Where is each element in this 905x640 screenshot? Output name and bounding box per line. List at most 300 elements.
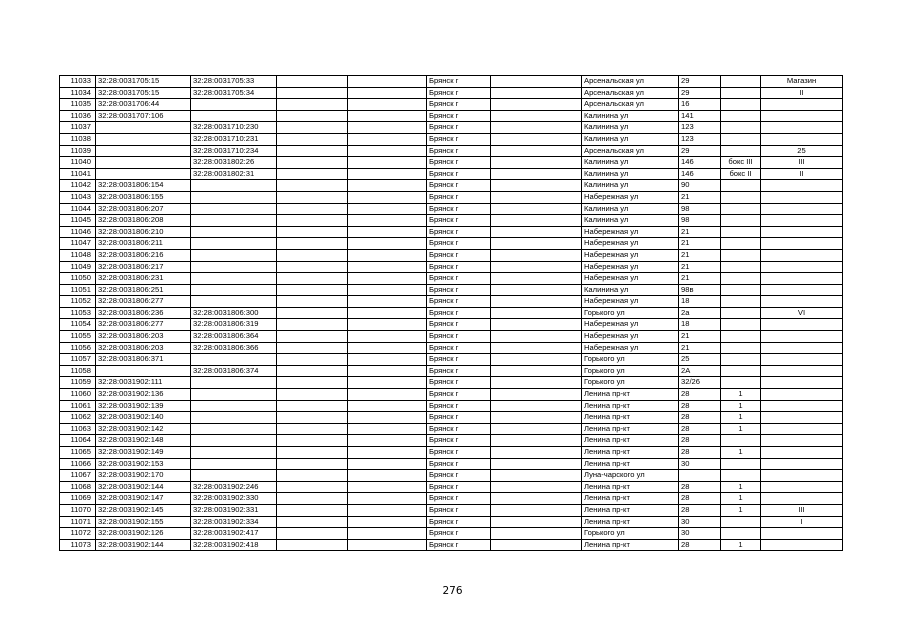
empty-col-7-cell [491,122,582,134]
empty-col-4-cell [277,423,348,435]
row-number-cell: 11053 [60,307,96,319]
empty-col-7-cell [491,470,582,482]
empty-col-4-cell [277,504,348,516]
building-part-cell [721,249,761,261]
premise-designation-cell [761,99,843,111]
city-cell: Брянск г [427,377,491,389]
building-part-cell [721,191,761,203]
premise-designation-cell [761,238,843,250]
empty-col-7-cell [491,99,582,111]
cadastral-number-cell: 32:28:0031806:231 [96,273,191,285]
empty-col-5-cell [348,400,427,412]
house-number-cell: 28 [679,435,721,447]
empty-col-7-cell [491,133,582,145]
row-number-cell: 11058 [60,365,96,377]
premise-designation-cell [761,319,843,331]
table-row [60,191,843,203]
empty-col-4-cell [277,470,348,482]
building-part-cell [721,110,761,122]
premise-designation-cell [761,110,843,122]
premise-designation-cell: I [761,516,843,528]
building-part-cell [721,458,761,470]
house-number-cell: 28 [679,447,721,459]
city-cell: Брянск г [427,76,491,88]
building-part-cell [721,307,761,319]
parent-cadastral-number-cell: 32:28:0031902:418 [191,539,277,551]
city-cell: Брянск г [427,493,491,505]
building-part-cell [721,145,761,157]
premise-designation-cell [761,273,843,285]
parent-cadastral-number-cell [191,99,277,111]
empty-col-5-cell [348,203,427,215]
city-cell: Брянск г [427,168,491,180]
row-number-cell: 11069 [60,493,96,505]
table-row [60,400,843,412]
premise-designation-cell: III [761,157,843,169]
building-part-cell: 1 [721,504,761,516]
city-cell: Брянск г [427,226,491,238]
premise-designation-cell [761,493,843,505]
table-row [60,319,843,331]
row-number-cell: 11048 [60,249,96,261]
cadastral-number-cell: 32:28:0031806:203 [96,342,191,354]
house-number-cell: 146 [679,157,721,169]
cadastral-number-cell [96,168,191,180]
street-cell: Ленина пр-кт [582,423,679,435]
street-cell: Ленина пр-кт [582,493,679,505]
street-cell: Ленина пр-кт [582,447,679,459]
empty-col-7-cell [491,168,582,180]
table-row [60,331,843,343]
empty-col-5-cell [348,435,427,447]
house-number-cell: 21 [679,273,721,285]
empty-col-4-cell [277,180,348,192]
row-number-cell: 11056 [60,342,96,354]
table-row [60,470,843,482]
house-number-cell: 28 [679,504,721,516]
empty-col-4-cell [277,215,348,227]
row-number-cell: 11035 [60,99,96,111]
empty-col-5-cell [348,110,427,122]
row-number-cell: 11064 [60,435,96,447]
city-cell: Брянск г [427,284,491,296]
cadastral-number-cell [96,365,191,377]
empty-col-4-cell [277,110,348,122]
house-number-cell [679,470,721,482]
city-cell: Брянск г [427,249,491,261]
parent-cadastral-number-cell: 32:28:0031806:319 [191,319,277,331]
empty-col-4-cell [277,342,348,354]
city-cell: Брянск г [427,180,491,192]
parent-cadastral-number-cell [191,110,277,122]
table-row [60,412,843,424]
empty-col-5-cell [348,284,427,296]
street-cell: Арсенальская ул [582,145,679,157]
table-row [60,342,843,354]
empty-col-4-cell [277,389,348,401]
row-number-cell: 11036 [60,110,96,122]
row-number-cell: 11038 [60,133,96,145]
parent-cadastral-number-cell: 32:28:0031806:300 [191,307,277,319]
empty-col-4-cell [277,87,348,99]
row-number-cell: 11052 [60,296,96,308]
table-row [60,226,843,238]
empty-col-4-cell [277,203,348,215]
parent-cadastral-number-cell: 32:28:0031902:334 [191,516,277,528]
cadastral-number-cell: 32:28:0031902:153 [96,458,191,470]
table-row [60,307,843,319]
house-number-cell: 21 [679,331,721,343]
table-row [60,215,843,227]
row-number-cell: 11067 [60,470,96,482]
empty-col-5-cell [348,307,427,319]
cadastral-number-cell: 32:28:0031902:155 [96,516,191,528]
cadastral-number-cell [96,122,191,134]
building-part-cell [721,516,761,528]
property-registry-table [59,75,843,551]
city-cell: Брянск г [427,215,491,227]
empty-col-4-cell [277,168,348,180]
parent-cadastral-number-cell [191,458,277,470]
premise-designation-cell [761,261,843,273]
empty-col-4-cell [277,447,348,459]
house-number-cell: 25 [679,354,721,366]
premise-designation-cell [761,365,843,377]
street-cell: Горького ул [582,377,679,389]
empty-col-5-cell [348,168,427,180]
cadastral-number-cell: 32:28:0031806:251 [96,284,191,296]
empty-col-4-cell [277,354,348,366]
cadastral-number-cell: 32:28:0031707:106 [96,110,191,122]
house-number-cell: 21 [679,226,721,238]
city-cell: Брянск г [427,365,491,377]
table-row [60,389,843,401]
parent-cadastral-number-cell [191,226,277,238]
empty-col-7-cell [491,203,582,215]
empty-col-5-cell [348,191,427,203]
parent-cadastral-number-cell [191,273,277,285]
cadastral-number-cell: 32:28:0031902:148 [96,435,191,447]
premise-designation-cell: Магазин [761,76,843,88]
house-number-cell: 28 [679,481,721,493]
row-number-cell: 11063 [60,423,96,435]
empty-col-4-cell [277,516,348,528]
city-cell: Брянск г [427,203,491,215]
cadastral-number-cell [96,145,191,157]
street-cell: Ленина пр-кт [582,539,679,551]
table-row [60,423,843,435]
row-number-cell: 11050 [60,273,96,285]
premise-designation-cell [761,447,843,459]
premise-designation-cell: II [761,87,843,99]
table-row [60,493,843,505]
premise-designation-cell [761,203,843,215]
table-row [60,261,843,273]
house-number-cell: 28 [679,423,721,435]
parent-cadastral-number-cell: 32:28:0031806:374 [191,365,277,377]
empty-col-7-cell [491,458,582,470]
table-row [60,365,843,377]
city-cell: Брянск г [427,435,491,447]
empty-col-5-cell [348,412,427,424]
city-cell: Брянск г [427,273,491,285]
empty-col-4-cell [277,238,348,250]
cadastral-number-cell: 32:28:0031902:170 [96,470,191,482]
house-number-cell: 30 [679,458,721,470]
building-part-cell: 1 [721,400,761,412]
city-cell: Брянск г [427,331,491,343]
cadastral-number-cell: 32:28:0031806:208 [96,215,191,227]
street-cell: Калинина ул [582,203,679,215]
cadastral-number-cell: 32:28:0031902:144 [96,481,191,493]
table-row [60,76,843,88]
street-cell: Калинина ул [582,180,679,192]
cadastral-number-cell: 32:28:0031902:111 [96,377,191,389]
building-part-cell [721,342,761,354]
empty-col-5-cell [348,76,427,88]
cadastral-number-cell: 32:28:0031806:277 [96,296,191,308]
table-row [60,458,843,470]
house-number-cell: 2А [679,365,721,377]
empty-col-4-cell [277,249,348,261]
building-part-cell [721,180,761,192]
row-number-cell: 11071 [60,516,96,528]
empty-col-7-cell [491,319,582,331]
empty-col-4-cell [277,458,348,470]
table-row [60,273,843,285]
premise-designation-cell [761,400,843,412]
premise-designation-cell [761,226,843,238]
row-number-cell: 11037 [60,122,96,134]
empty-col-5-cell [348,157,427,169]
empty-col-7-cell [491,76,582,88]
city-cell: Брянск г [427,157,491,169]
street-cell: Набережная ул [582,191,679,203]
empty-col-7-cell [491,377,582,389]
house-number-cell: 98 [679,215,721,227]
cadastral-number-cell: 32:28:0031902:139 [96,400,191,412]
table-body [60,76,843,551]
empty-col-4-cell [277,273,348,285]
empty-col-5-cell [348,493,427,505]
street-cell: Арсенальская ул [582,76,679,88]
row-number-cell: 11055 [60,331,96,343]
premise-designation-cell [761,180,843,192]
premise-designation-cell [761,284,843,296]
premise-designation-cell: III [761,504,843,516]
row-number-cell: 11060 [60,389,96,401]
building-part-cell: 1 [721,423,761,435]
empty-col-7-cell [491,481,582,493]
street-cell: Горького ул [582,365,679,377]
table-row [60,516,843,528]
table-row [60,157,843,169]
row-number-cell: 11041 [60,168,96,180]
parent-cadastral-number-cell [191,389,277,401]
parent-cadastral-number-cell [191,191,277,203]
building-part-cell [721,226,761,238]
empty-col-5-cell [348,377,427,389]
building-part-cell [721,261,761,273]
empty-col-7-cell [491,331,582,343]
parent-cadastral-number-cell: 32:28:0031902:331 [191,504,277,516]
parent-cadastral-number-cell: 32:28:0031705:34 [191,87,277,99]
row-number-cell: 11061 [60,400,96,412]
empty-col-5-cell [348,87,427,99]
parent-cadastral-number-cell: 32:28:0031806:364 [191,331,277,343]
parent-cadastral-number-cell [191,203,277,215]
premise-designation-cell [761,133,843,145]
house-number-cell: 21 [679,261,721,273]
empty-col-5-cell [348,133,427,145]
building-part-cell [721,365,761,377]
empty-col-7-cell [491,296,582,308]
city-cell: Брянск г [427,412,491,424]
empty-col-5-cell [348,261,427,273]
cadastral-number-cell: 32:28:0031806:371 [96,354,191,366]
city-cell: Брянск г [427,481,491,493]
premise-designation-cell: II [761,168,843,180]
street-cell: Ленина пр-кт [582,400,679,412]
empty-col-5-cell [348,458,427,470]
street-cell: Горького ул [582,354,679,366]
house-number-cell: 32/26 [679,377,721,389]
parent-cadastral-number-cell [191,423,277,435]
empty-col-5-cell [348,273,427,285]
row-number-cell: 11034 [60,87,96,99]
house-number-cell: 21 [679,342,721,354]
row-number-cell: 11054 [60,319,96,331]
premise-designation-cell [761,354,843,366]
street-cell: Арсенальская ул [582,87,679,99]
cadastral-number-cell: 32:28:0031902:136 [96,389,191,401]
street-cell: Калинина ул [582,110,679,122]
empty-col-5-cell [348,331,427,343]
empty-col-7-cell [491,180,582,192]
street-cell: Горького ул [582,528,679,540]
street-cell: Набережная ул [582,342,679,354]
empty-col-7-cell [491,307,582,319]
empty-col-7-cell [491,365,582,377]
building-part-cell [721,435,761,447]
premise-designation-cell [761,458,843,470]
street-cell: Набережная ул [582,273,679,285]
table-row [60,203,843,215]
empty-col-4-cell [277,157,348,169]
empty-col-7-cell [491,110,582,122]
row-number-cell: 11040 [60,157,96,169]
parent-cadastral-number-cell [191,261,277,273]
empty-col-4-cell [277,261,348,273]
parent-cadastral-number-cell [191,354,277,366]
building-part-cell [721,528,761,540]
empty-col-7-cell [491,528,582,540]
building-part-cell: 1 [721,447,761,459]
premise-designation-cell [761,470,843,482]
city-cell: Брянск г [427,389,491,401]
city-cell: Брянск г [427,458,491,470]
table-row [60,284,843,296]
house-number-cell: 28 [679,400,721,412]
city-cell: Брянск г [427,145,491,157]
empty-col-5-cell [348,481,427,493]
house-number-cell: 21 [679,191,721,203]
premise-designation-cell [761,539,843,551]
parent-cadastral-number-cell [191,400,277,412]
city-cell: Брянск г [427,539,491,551]
house-number-cell: 29 [679,87,721,99]
empty-col-5-cell [348,389,427,401]
empty-col-7-cell [491,215,582,227]
table-row [60,296,843,308]
house-number-cell: 28 [679,539,721,551]
empty-col-5-cell [348,249,427,261]
parent-cadastral-number-cell: 32:28:0031710:231 [191,133,277,145]
row-number-cell: 11066 [60,458,96,470]
building-part-cell [721,238,761,250]
premise-designation-cell [761,423,843,435]
row-number-cell: 11051 [60,284,96,296]
empty-col-4-cell [277,296,348,308]
empty-col-5-cell [348,296,427,308]
parent-cadastral-number-cell: 32:28:0031710:234 [191,145,277,157]
cadastral-number-cell: 32:28:0031902:140 [96,412,191,424]
empty-col-7-cell [491,504,582,516]
city-cell: Брянск г [427,99,491,111]
empty-col-4-cell [277,284,348,296]
city-cell: Брянск г [427,516,491,528]
building-part-cell [721,296,761,308]
empty-col-7-cell [491,157,582,169]
parent-cadastral-number-cell: 32:28:0031806:366 [191,342,277,354]
city-cell: Брянск г [427,354,491,366]
building-part-cell [721,76,761,88]
building-part-cell [721,319,761,331]
cadastral-number-cell: 32:28:0031902:142 [96,423,191,435]
row-number-cell: 11059 [60,377,96,389]
empty-col-7-cell [491,87,582,99]
premise-designation-cell [761,528,843,540]
table-row [60,528,843,540]
page-number: 276 [442,585,463,597]
empty-col-5-cell [348,122,427,134]
house-number-cell: 16 [679,99,721,111]
street-cell: Ленина пр-кт [582,481,679,493]
parent-cadastral-number-cell [191,412,277,424]
parent-cadastral-number-cell [191,296,277,308]
cadastral-number-cell: 32:28:0031902:147 [96,493,191,505]
empty-col-5-cell [348,180,427,192]
city-cell: Брянск г [427,122,491,134]
house-number-cell: 30 [679,528,721,540]
empty-col-4-cell [277,99,348,111]
building-part-cell: 1 [721,539,761,551]
parent-cadastral-number-cell [191,447,277,459]
premise-designation-cell [761,435,843,447]
city-cell: Брянск г [427,191,491,203]
empty-col-5-cell [348,319,427,331]
empty-col-7-cell [491,145,582,157]
row-number-cell: 11033 [60,76,96,88]
premise-designation-cell: 25 [761,145,843,157]
empty-col-5-cell [348,215,427,227]
empty-col-7-cell [491,423,582,435]
empty-col-4-cell [277,528,348,540]
parent-cadastral-number-cell [191,249,277,261]
street-cell: Калинина ул [582,157,679,169]
empty-col-4-cell [277,191,348,203]
empty-col-5-cell [348,539,427,551]
